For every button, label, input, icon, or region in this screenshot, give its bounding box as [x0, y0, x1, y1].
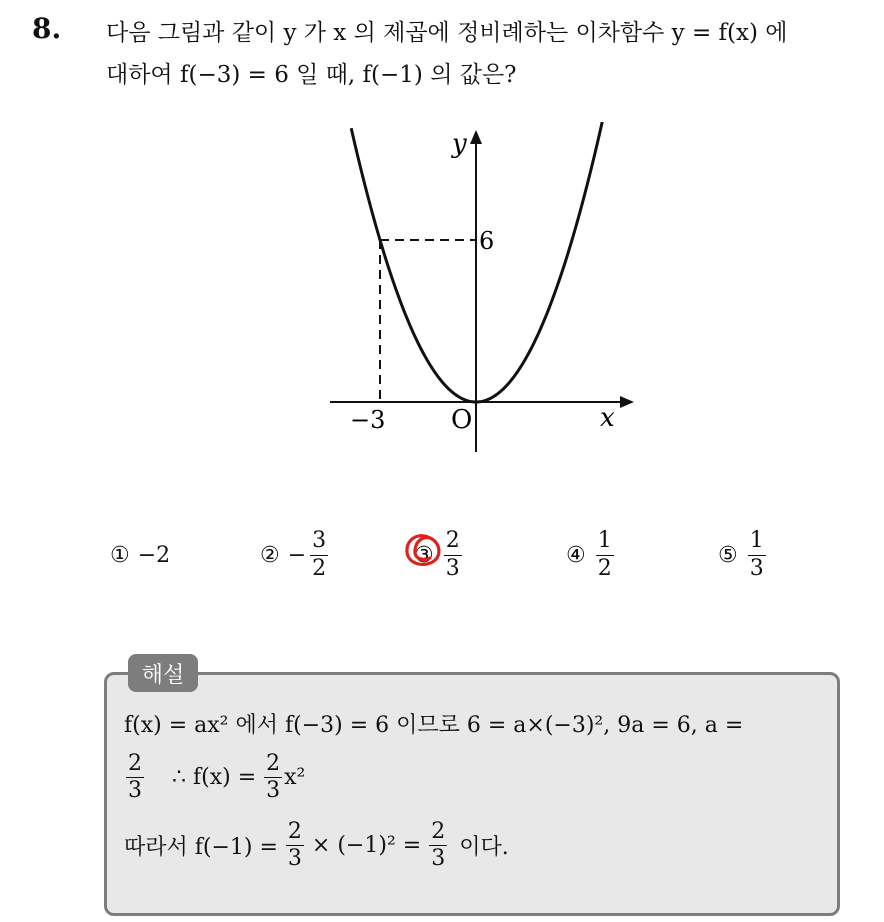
- choice-fraction: [310, 529, 328, 580]
- choice-fraction: [596, 529, 614, 580]
- explanation-fraction: [126, 752, 144, 803]
- choice-value: −2: [137, 542, 171, 568]
- choice-number: ②: [260, 542, 280, 568]
- y-axis-label: y: [452, 129, 467, 159]
- choice-fraction: [444, 529, 462, 580]
- explanation-fraction: [429, 820, 447, 871]
- fraction-denominator: 3: [266, 778, 281, 804]
- x-tick-label: −3: [350, 406, 386, 434]
- choice-fraction: [748, 529, 766, 580]
- fraction-denominator: 3: [749, 555, 764, 581]
- y-axis-arrow: [470, 130, 482, 144]
- explanation-fraction: [286, 820, 304, 871]
- question-text-line1: 다음 그림과 같이 y 가 x 의 제곱에 정비례하는 이차함수 y = f(x) 에: [106, 20, 788, 46]
- fraction-numerator: 3: [310, 529, 328, 555]
- parabola-curve: [351, 122, 610, 402]
- fraction-denominator: 2: [597, 555, 612, 581]
- choice-number: ③: [414, 542, 434, 568]
- choice-number: ④: [566, 542, 586, 568]
- x-axis-label: x: [600, 403, 615, 433]
- choice-4[interactable]: [566, 522, 616, 588]
- red-circle-stroke: [407, 536, 439, 565]
- explanation-conclusion-mid: × (−1)² =: [311, 833, 422, 859]
- explanation-tab: 해설: [128, 654, 198, 692]
- fraction-denominator: 3: [431, 846, 446, 872]
- question-text-line2: 대하여 f(−3) = 6 일 때, f(−1) 의 값은?: [106, 62, 517, 88]
- fraction-denominator: 2: [312, 555, 327, 581]
- explanation-conclusion-suffix: 이다.: [459, 835, 509, 861]
- fraction-numerator: 1: [748, 529, 766, 555]
- explanation-line1: f(x) = ax² 에서 f(−3) = 6 이므로 6 = a×(−3)², 9a = 6, a =: [124, 713, 744, 738]
- origin-label: O: [451, 405, 473, 435]
- fraction-numerator: 2: [264, 752, 282, 778]
- parabola-graph: [320, 122, 640, 458]
- explanation-line3: [124, 820, 509, 871]
- fraction-denominator: 3: [128, 778, 142, 804]
- fraction-numerator: 2: [126, 752, 144, 778]
- fraction-numerator: 2: [444, 529, 462, 555]
- fraction-numerator: 2: [286, 820, 304, 846]
- answer-circle-mark: [400, 528, 446, 574]
- y-tick-label: 6: [479, 227, 495, 255]
- explanation-fraction: [264, 752, 282, 803]
- explanation-conclusion-prefix: 따라서 f(−1) =: [124, 835, 278, 861]
- fraction-numerator: 1: [596, 529, 614, 555]
- fraction-numerator: 2: [429, 820, 447, 846]
- choice-number: ⑤: [718, 542, 738, 568]
- explanation-therefore-text: ∴ f(x) =: [172, 765, 257, 791]
- choice-1[interactable]: [110, 522, 170, 588]
- choice-number: ①: [110, 542, 130, 568]
- choice-2[interactable]: [260, 522, 330, 588]
- choice-sign: −: [287, 542, 307, 568]
- choice-5[interactable]: [718, 522, 768, 588]
- explanation-line2: [124, 752, 305, 803]
- fraction-denominator: 3: [287, 846, 302, 872]
- x-axis-arrow: [620, 396, 634, 408]
- explanation-x-squared: x²: [284, 765, 306, 791]
- question-number: 8.: [32, 12, 62, 45]
- fraction-denominator: 3: [445, 555, 460, 581]
